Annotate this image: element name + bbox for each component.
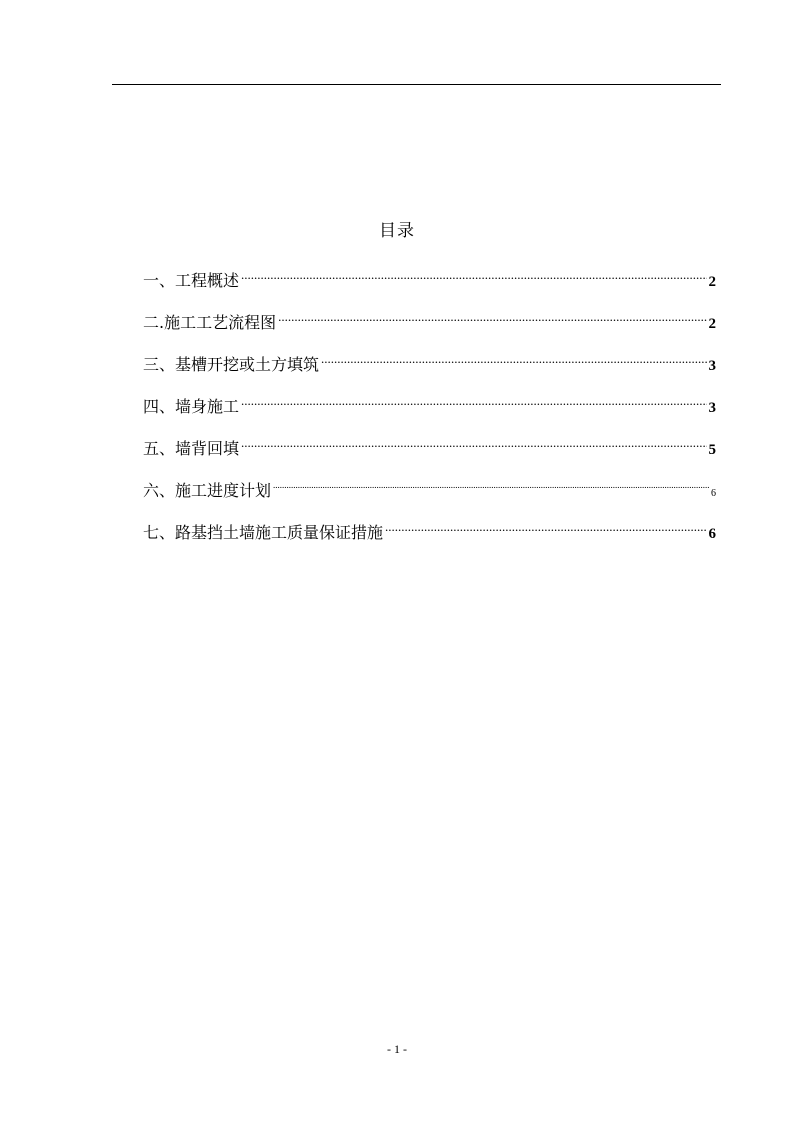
toc-entry[interactable] — [143, 428, 716, 470]
toc-dot-leader — [241, 428, 706, 454]
toc-entry-page: 5 — [708, 442, 716, 458]
toc-dot-leader — [385, 512, 706, 538]
toc-entry[interactable] — [143, 344, 716, 386]
toc-entry-page: 3 — [708, 400, 716, 416]
toc-entry-label: 六、施工进度计划 — [143, 481, 272, 500]
toc-entry-label: 五、墙背回填 — [143, 439, 240, 458]
toc-entry[interactable] — [143, 386, 716, 428]
toc-entry[interactable] — [143, 470, 716, 512]
toc-title: 目录 — [379, 221, 415, 241]
toc-dot-leader — [321, 344, 706, 370]
toc-entry-page: 2 — [708, 274, 716, 290]
toc-entry-label: 三、基槽开挖或土方填筑 — [143, 355, 320, 374]
toc-dot-leader — [273, 470, 709, 496]
toc-entry[interactable] — [143, 260, 716, 302]
toc-dot-leader — [241, 386, 706, 412]
header-rule — [112, 84, 721, 85]
toc-entry-label: 二.施工工艺流程图 — [143, 313, 277, 332]
toc-entry-page: 6 — [711, 488, 716, 499]
toc-entry-page: 2 — [708, 316, 716, 332]
toc-entry-label: 四、墙身施工 — [143, 397, 240, 416]
toc-dot-leader — [241, 260, 706, 286]
toc-entry[interactable] — [143, 512, 716, 554]
toc-entry-page: 3 — [708, 358, 716, 374]
toc-entry[interactable] — [143, 302, 716, 344]
toc-dot-leader — [278, 302, 706, 328]
footer-page-number: - 1 - — [387, 1042, 407, 1056]
table-of-contents — [143, 260, 716, 554]
toc-entry-label: 一、工程概述 — [143, 271, 240, 290]
toc-entry-page: 6 — [708, 526, 716, 542]
toc-entry-label: 七、路基挡土墙施工质量保证措施 — [143, 523, 384, 542]
